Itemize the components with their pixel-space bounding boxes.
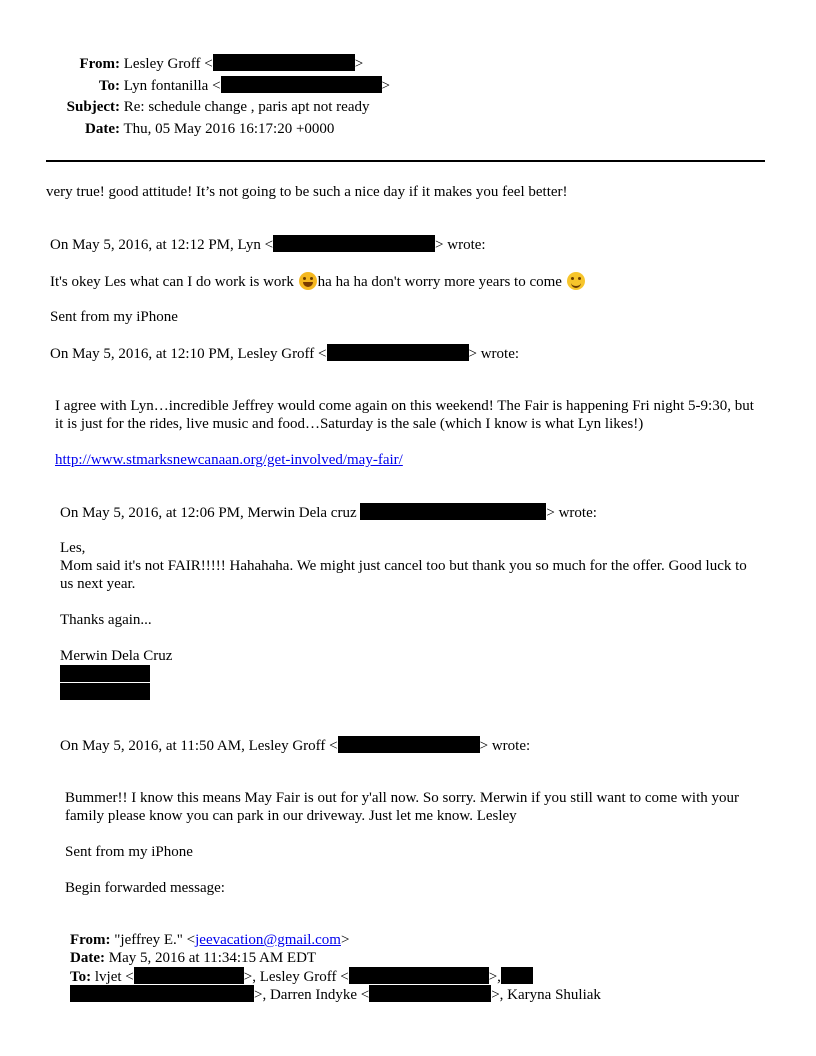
fwd-from [70,931,349,949]
quote1-intro [50,235,486,254]
may-fair-link[interactable]: http://www.stmarksnewcanaan.org/get-involved/may-fair/ [55,452,403,468]
redaction-box [60,683,150,700]
quote2-intro-wrote: > wrote: [468,346,520,362]
quote3-text: Mom said it's not FAIR!!!!! Hahahaha. We might just cancel too but thank you so much for the offer. Good luck to us next year. [60,558,747,592]
quote1-sent: Sent from my iPhone [50,309,178,325]
quote3-thanks: Thanks again... [60,612,152,628]
subject-value: Re: schedule change , paris apt not ready [123,99,370,115]
quote2-intro [50,344,519,363]
fwd-to-line1 [70,967,533,986]
header-subject [14,98,370,116]
quote3-intro-text: On May 5, 2016, at 12:06 PM, Merwin Dela cruz [60,505,361,521]
redaction-box [349,967,489,984]
quote4-intro-wrote: > wrote: [479,738,531,754]
redaction-box [60,665,150,682]
quote3-greeting: Les, [60,540,86,556]
fwd-to-label: To: [70,969,92,985]
fwd-to-line2 [70,985,601,1004]
redaction-box [134,967,244,984]
redaction-box [213,54,355,71]
quote1-line-a: It's okey Les what can I do work is work [50,274,298,290]
to-value: Lyn fontanilla < [123,78,221,94]
reply-text: very true! good attitude! It’s not going to be such a nice day if it makes you feel better! [46,184,568,200]
date-value: Thu, 05 May 2016 16:17:20 +0000 [123,121,335,137]
fwd-date-value: May 5, 2016 at 11:34:15 AM EDT [104,950,317,966]
fwd-to-comma: >, [488,969,501,985]
fwd-to-karyna: >, Karyna Shuliak [491,987,601,1003]
date-label: Date: [85,121,120,137]
redaction-box [338,736,480,753]
bracket: > [354,56,364,72]
redaction-box [273,235,435,252]
quote3-intro [60,503,597,522]
quote2-text: I agree with Lyn…incredible Jeffrey would come again on this weekend! The Fair is happening Fri night 5-9:30, but it is just for the rides, live music and food…Saturday is the sale (which I know is what Lyn likes!) [55,398,754,432]
from-label: From: [79,56,120,72]
quote3-signature: Merwin Dela Cruz [60,648,173,664]
redaction-box [501,967,533,984]
fwd-to-darren: >, Darren Indyke < [254,987,370,1003]
signature-redaction [60,665,150,684]
header-date [14,120,334,138]
quote4-text: Bummer!! I know this means May Fair is out for y'all now. So sorry. Merwin if you still want to come with your family please know you can park in our driveway. Just let me know. Lesley [65,790,740,824]
redaction-box [360,503,546,520]
redaction-box [369,985,491,1002]
fwd-date-label: Date: [70,950,105,966]
subject-label: Subject: [66,99,120,115]
fwd-from-label: From: [70,932,111,948]
fwd-from-bracket: > [340,932,350,948]
quote2-link-row [55,451,403,469]
quote3-intro-wrote: > wrote: [546,505,597,521]
to-label: To: [98,78,120,94]
redaction-box [221,76,382,93]
quote1-intro-text: On May 5, 2016, at 12:12 PM, Lyn < [50,237,274,253]
signature-redaction [60,683,150,702]
quote1-intro-wrote: > wrote: [435,237,486,253]
smiling-face-emoji-icon [567,272,585,290]
quote4-intro [60,736,530,755]
fwd-date [70,949,316,967]
quote4-intro-text: On May 5, 2016, at 11:50 AM, Lesley Groff < [60,738,338,754]
header-to [14,76,390,95]
redaction-box [327,344,469,361]
quote4-sent: Sent from my iPhone [65,844,193,860]
bracket: > [381,78,390,94]
fwd-from-name: "jeffrey E." < [110,932,196,948]
header-divider [46,160,765,162]
header-from [14,54,363,73]
redaction-box [70,985,254,1002]
laughing-tears-emoji-icon [299,272,317,290]
quote2-intro-text: On May 5, 2016, at 12:10 PM, Lesley Groff < [50,346,327,362]
quote1-line-b: ha ha ha don't worry more years to come [317,274,566,290]
from-value: Lesley Groff < [123,56,213,72]
forwarded-label: Begin forwarded message: [65,880,225,896]
quote1-line [50,272,586,291]
fwd-to-lvjet: lvjet < [91,969,134,985]
fwd-to-lesley: >, Lesley Groff < [243,969,349,985]
fwd-from-email-link[interactable]: jeevacation@gmail.com [195,932,341,948]
